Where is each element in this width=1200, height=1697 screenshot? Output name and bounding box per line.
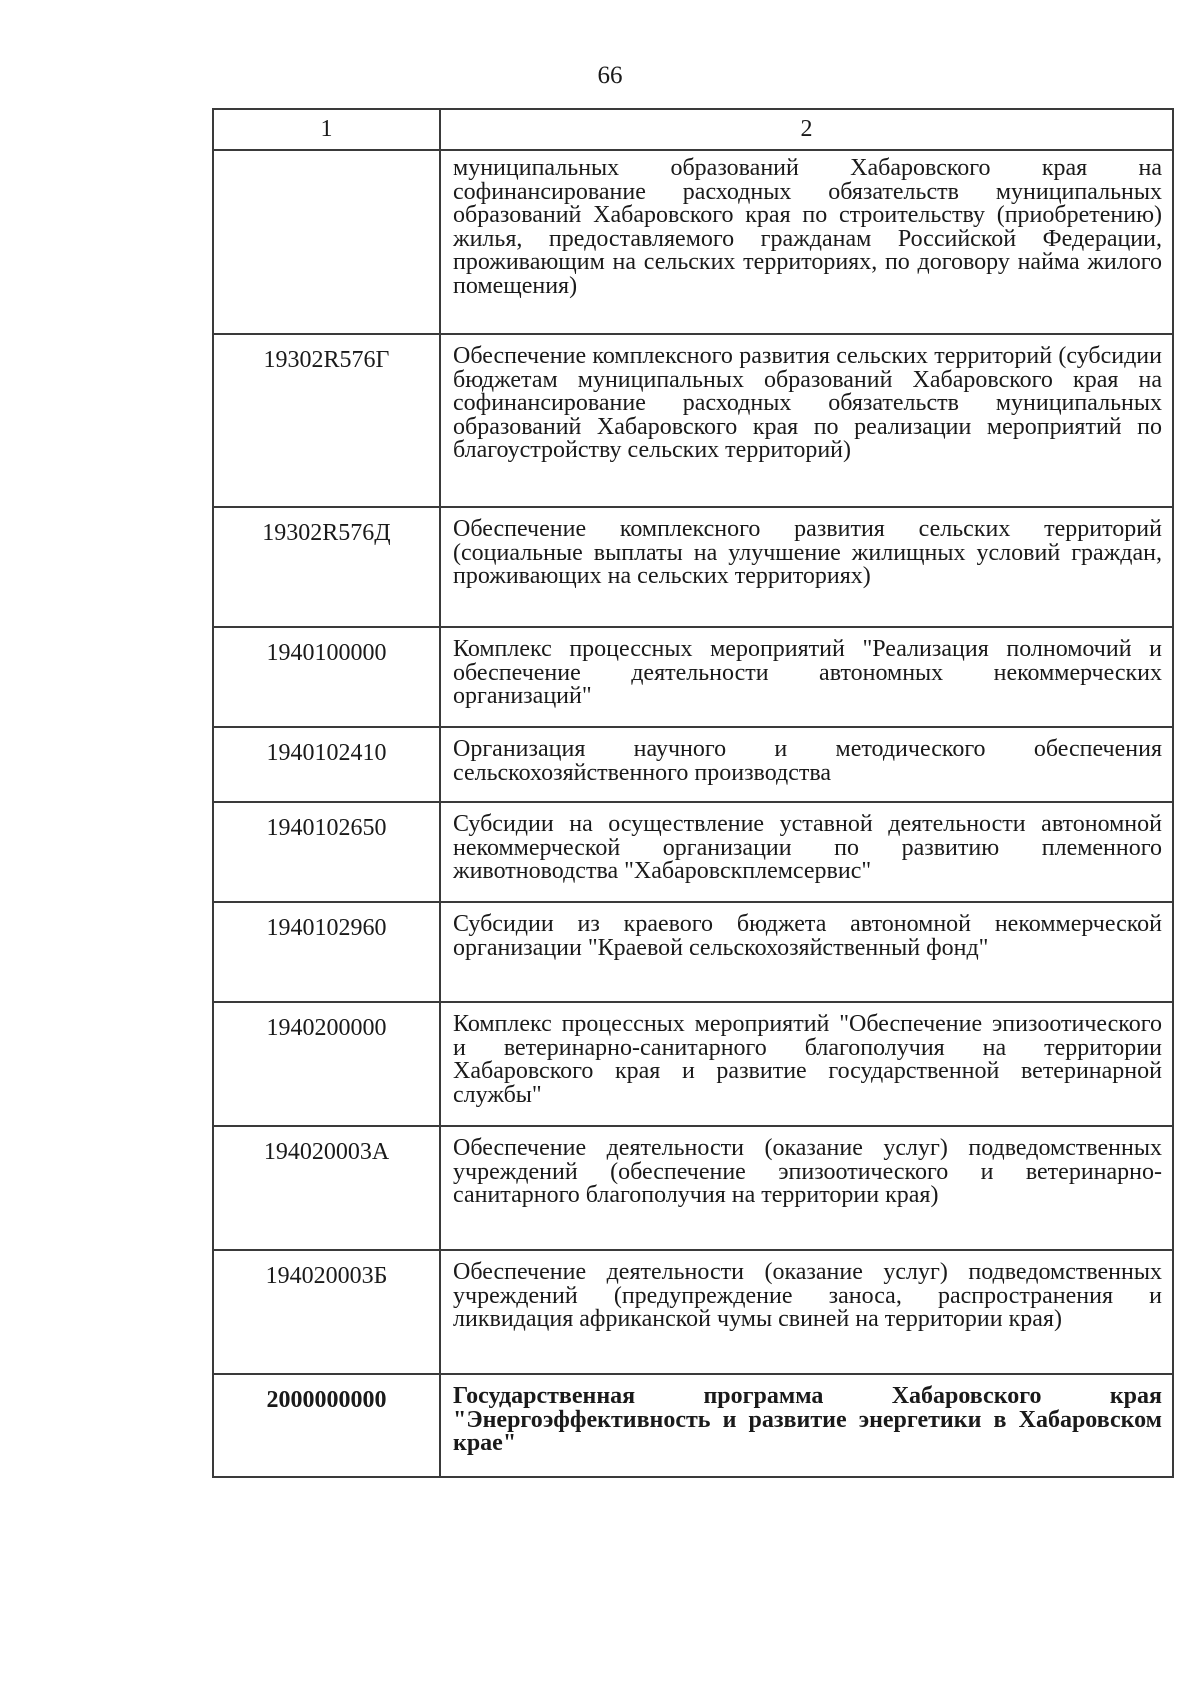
expense-description: Комплекс процессных мероприятий "Реализация полномочий и обеспечение деятельности автономных некоммерческих организаций" — [440, 627, 1173, 727]
table-row — [213, 334, 1173, 507]
table-row — [213, 627, 1173, 727]
table-row — [213, 1002, 1173, 1126]
expense-description: Обеспечение комплексного развития сельских территорий (субсидии бюджетам муниципальных образований Хабаровского края на софинансирование расходных обязательств муниципальных образований Хабаровского края по реализации мероприятий по благоустройству сельских территорий) — [440, 334, 1173, 507]
column-header-2: 2 — [440, 109, 1173, 150]
table-row — [213, 902, 1173, 1002]
target-code: 1940102410 — [213, 727, 440, 802]
expense-description: Субсидии из краевого бюджета автономной некоммерческой организации "Краевой сельскохозяйственный фонд" — [440, 902, 1173, 1002]
expense-description: Организация научного и методического обеспечения сельскохозяйственного производства — [440, 727, 1173, 802]
expense-description: Государственная программа Хабаровского края "Энергоэффективность и развитие энергетики в Хабаровском крае" — [440, 1374, 1173, 1477]
target-code: 1940100000 — [213, 627, 440, 727]
target-code: 194020003Б — [213, 1250, 440, 1374]
target-code — [213, 150, 440, 334]
expense-description: Субсидии на осуществление уставной деятельности автономной некоммерческой организации по развитию племенного животноводства "Хабаровскплемсервис" — [440, 802, 1173, 902]
table-row — [213, 150, 1173, 334]
budget-classification-table — [212, 108, 1174, 1478]
target-code: 1940102960 — [213, 902, 440, 1002]
expense-description: Комплекс процессных мероприятий "Обеспечение эпизоотического и ветеринарно-санитарного благополучия на территории Хабаровского края и развитие государственной ветеринарной службы" — [440, 1002, 1173, 1126]
column-header-1: 1 — [213, 109, 440, 150]
table-row — [213, 1374, 1173, 1477]
table-row — [213, 727, 1173, 802]
expense-description: Обеспечение деятельности (оказание услуг) подведомственных учреждений (обеспечение эпизоотического и ветеринарно-санитарного благополучия на территории края) — [440, 1126, 1173, 1250]
target-code: 19302R576Г — [213, 334, 440, 507]
expense-description: Обеспечение деятельности (оказание услуг) подведомственных учреждений (предупреждение заноса, распространения и ликвидация африканской чумы свиней на территории края) — [440, 1250, 1173, 1374]
target-code: 2000000000 — [213, 1374, 440, 1477]
target-code: 194020003А — [213, 1126, 440, 1250]
table-row — [213, 802, 1173, 902]
table-row — [213, 1126, 1173, 1250]
expense-description: муниципальных образований Хабаровского края на софинансирование расходных обязательств муниципальных образований Хабаровского края по строительству (приобретению) жилья, предоставляемого гражданам Российской Федерации, проживающим на сельских территориях, по договору найма жилого помещения) — [440, 150, 1173, 334]
target-code: 1940200000 — [213, 1002, 440, 1126]
table-row — [213, 1250, 1173, 1374]
table-header-row — [213, 109, 1173, 150]
expense-description: Обеспечение комплексного развития сельских территорий (социальные выплаты на улучшение жилищных условий граждан, проживающих на сельских территориях) — [440, 507, 1173, 627]
target-code: 19302R576Д — [213, 507, 440, 627]
page-number: 66 — [597, 62, 623, 89]
table-row — [213, 507, 1173, 627]
target-code: 1940102650 — [213, 802, 440, 902]
